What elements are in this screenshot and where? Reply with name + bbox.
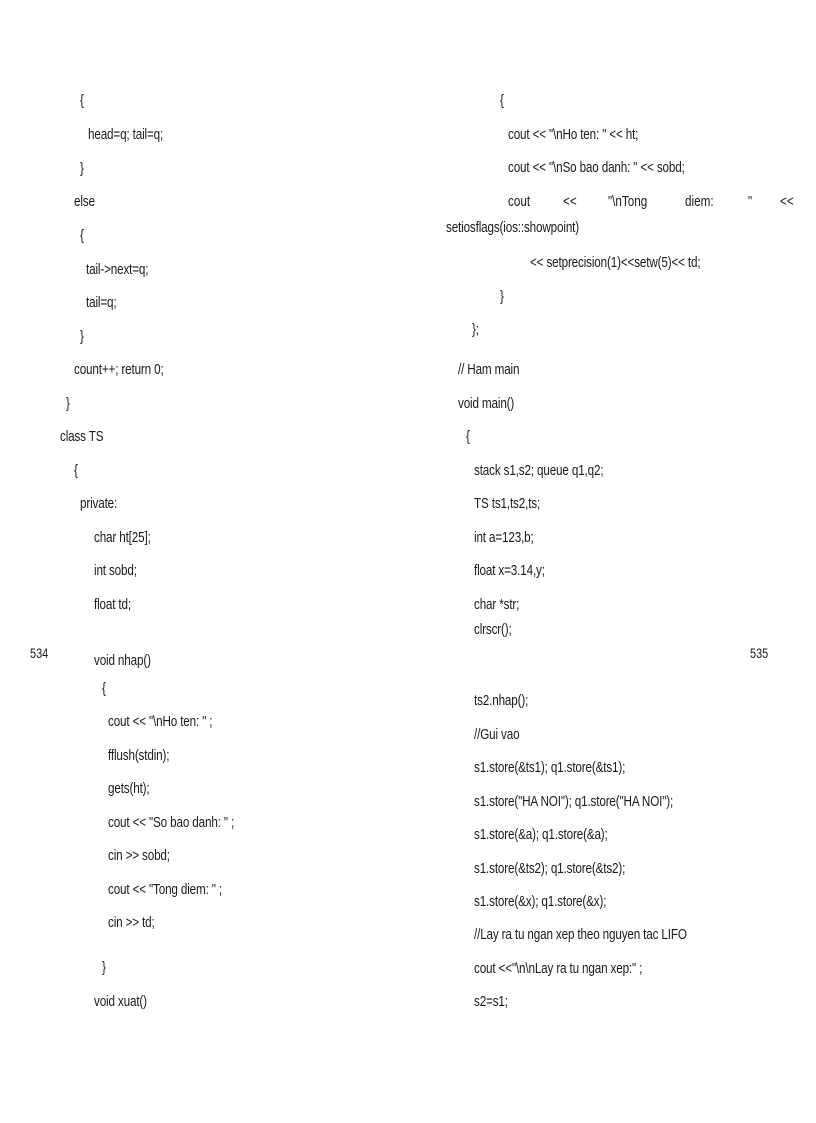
code-line: float x=3.14,y;: [474, 562, 545, 579]
code-line: TS ts1,ts2,ts;: [474, 495, 541, 512]
code-line: cin >> td;: [108, 914, 155, 931]
code-line: stack s1,s2; queue q1,q2;: [474, 462, 604, 479]
code-line: tail->next=q;: [86, 261, 149, 278]
code-line: cout << "\nSo bao danh: " << sobd;: [508, 159, 685, 176]
code-line: {: [500, 92, 504, 109]
code-line: count++; return 0;: [74, 361, 164, 378]
code-line: fflush(stdin);: [108, 747, 170, 764]
page-number-right: 535: [750, 645, 769, 661]
code-line: }: [66, 395, 70, 412]
code-line: ts2.nhap();: [474, 692, 529, 709]
page-number-left: 534: [30, 645, 49, 661]
code-line: {: [74, 462, 78, 479]
code-line: void main(): [458, 395, 515, 412]
code-line: int a=123,b;: [474, 529, 534, 546]
code-line-cut: void nhap(): [94, 652, 151, 669]
code-line: };: [472, 321, 479, 338]
code-line: gets(ht);: [108, 780, 150, 797]
code-line: s1.store("HA NOI"); q1.store("HA NOI");: [474, 793, 674, 810]
code-line: cin >> sobd;: [108, 847, 170, 864]
code-line: {: [80, 92, 84, 109]
code-line: s1.store(&ts1); q1.store(&ts1);: [474, 759, 626, 776]
code-token: <<: [780, 193, 795, 210]
code-line: << setprecision(1)<<setw(5)<< td;: [530, 254, 701, 271]
code-token: ": [748, 193, 753, 210]
code-line: class TS: [60, 428, 104, 445]
code-line: head=q; tail=q;: [88, 126, 164, 143]
code-line: }: [80, 328, 84, 345]
code-line: }: [102, 959, 106, 976]
code-line: else: [74, 193, 95, 210]
code-line: void xuat(): [94, 993, 147, 1010]
code-line: {: [80, 227, 84, 244]
code-line: cout << "So bao danh: " ;: [108, 814, 235, 831]
code-line: s1.store(&ts2); q1.store(&ts2);: [474, 860, 626, 877]
code-line-justified: [508, 193, 798, 211]
code-line: {: [466, 428, 470, 445]
code-line: tail=q;: [86, 294, 117, 311]
code-token: <<: [563, 193, 577, 210]
code-line: }: [80, 160, 84, 177]
code-line: cout <<"\n\nLay ra tu ngan xep:" ;: [474, 960, 643, 977]
code-line: float td;: [94, 596, 131, 613]
code-line: {: [102, 680, 106, 697]
code-line: s2=s1;: [474, 993, 508, 1010]
code-line: }: [500, 288, 504, 305]
code-line: cout << "\nHo ten: " << ht;: [508, 126, 639, 143]
code-line-cut: clrscr();: [474, 621, 512, 638]
code-line: int sobd;: [94, 562, 137, 579]
code-token: "\nTong: [607, 193, 647, 210]
code-line: char *str;: [474, 596, 520, 613]
code-line: private:: [80, 495, 118, 512]
code-line: char ht[25];: [94, 529, 151, 546]
code-line: s1.store(&x); q1.store(&x);: [474, 893, 607, 910]
code-line: cout << "Tong diem: " ;: [108, 881, 222, 898]
code-line: s1.store(&a); q1.store(&a);: [474, 826, 608, 843]
code-line: setiosflags(ios::showpoint): [446, 219, 580, 236]
code-token: diem:: [684, 193, 714, 210]
code-token: cout: [508, 193, 531, 210]
code-comment: // Ham main: [458, 361, 520, 378]
code-comment: //Gui vao: [474, 726, 520, 743]
code-line: cout << "\nHo ten: " ;: [108, 713, 213, 730]
code-comment: //Lay ra tu ngan xep theo nguyen tac LIFO: [474, 926, 687, 943]
